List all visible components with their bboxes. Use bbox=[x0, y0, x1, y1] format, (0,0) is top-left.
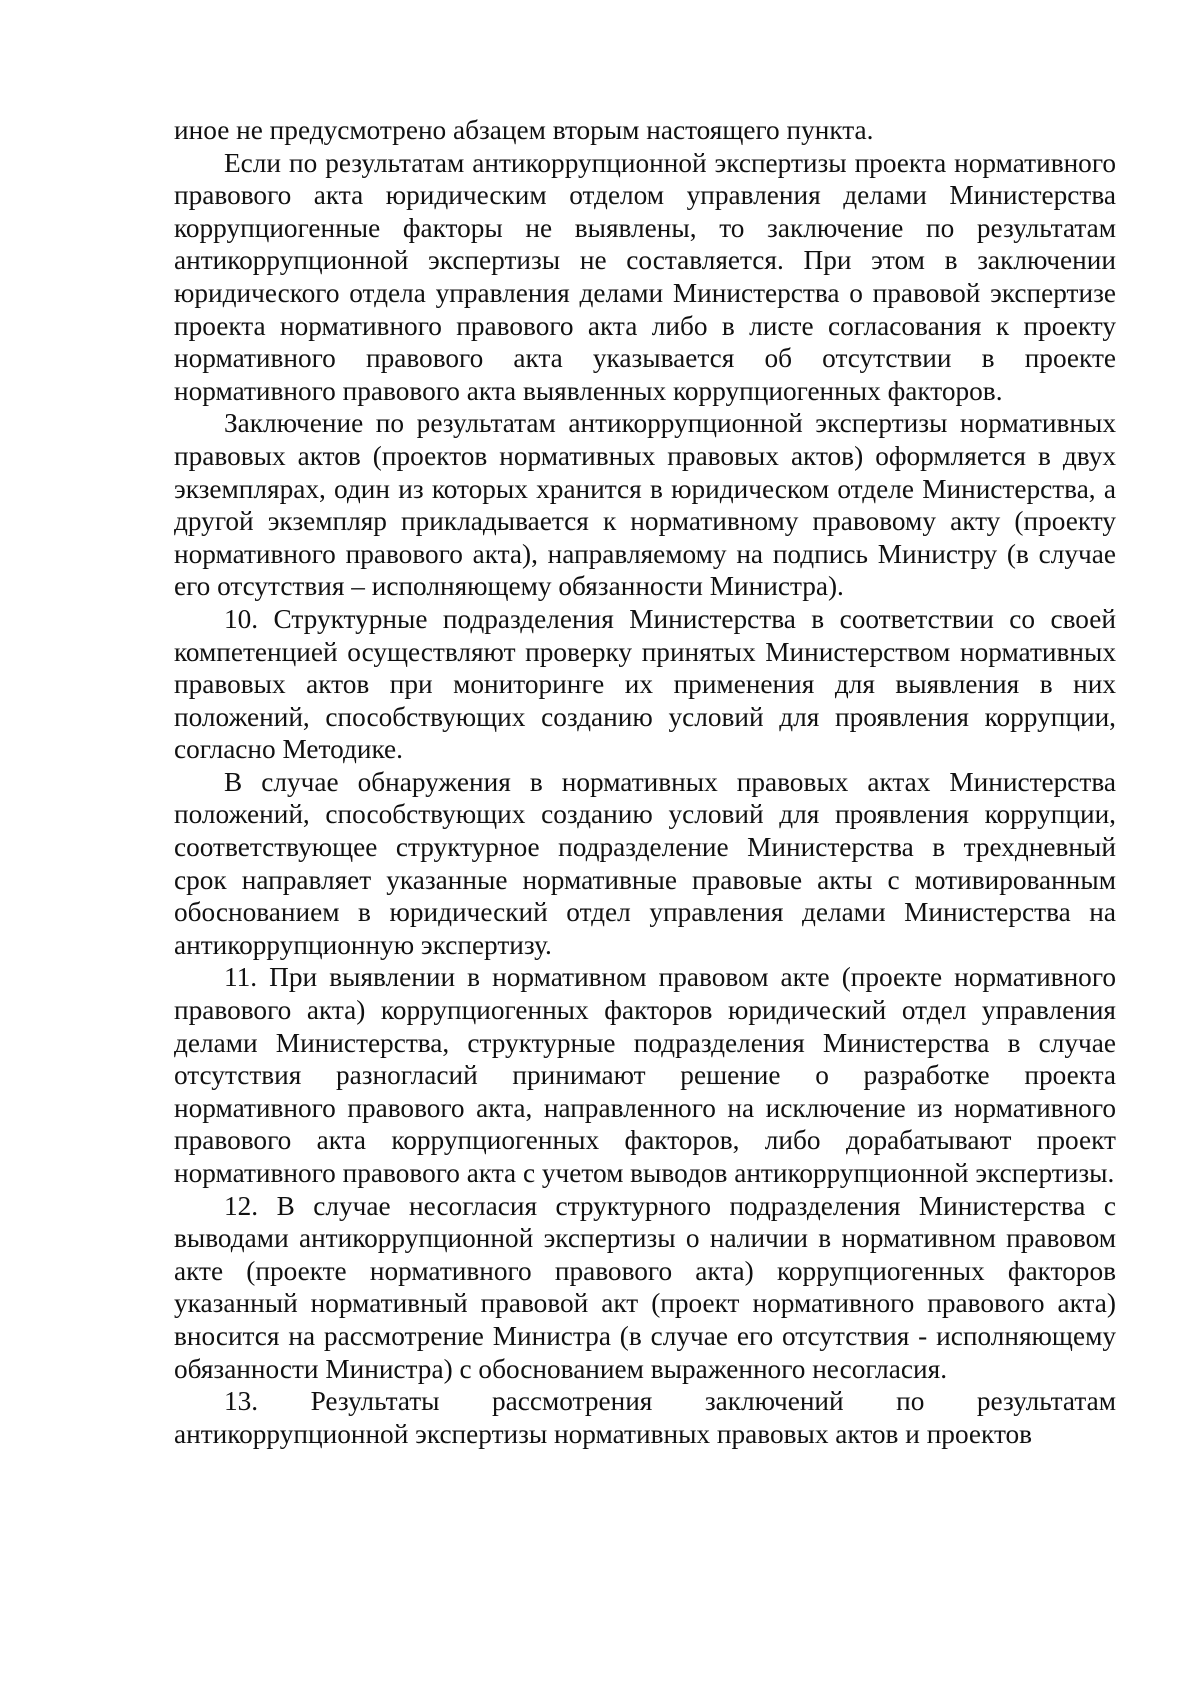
paragraph-item-12: 12. В случае несогласия структурного подразделения Министерства с выводами антикоррупционной экспертизы о наличии в нормативном правовом акте (проекте нормативного правового акта) коррупциогенных факторов указанный нормативный правовой акт (проект нормативного правового акта) вносится на рассмотрение Министра (в случае его отсутствия - исполняющему обязанности Министра) с обоснованием выраженного несогласия. bbox=[174, 1190, 1116, 1384]
paragraph-item-11: 11. При выявлении в нормативном правовом акте (проекте нормативного правового акта) коррупциогенных факторов юридический отдел управления делами Министерства, структурные подразделения Министерства в случае отсутствия разногласий принимают решение о разработке проекта нормативного правового акта, направленного на исключение из нормативного правового акта коррупциогенных факторов, либо дорабатывают проект нормативного правового акта с учетом выводов антикоррупционной экспертизы. bbox=[174, 962, 1116, 1188]
document-body bbox=[174, 114, 1116, 1450]
paragraph-item-10: 10. Структурные подразделения Министерства в соответствии со своей компетенцией осуществляют проверку принятых Министерством нормативных правовых актов при мониторинге их применения для выявления в них положений, способствующих созданию условий для проявления коррупции, согласно Методике. bbox=[174, 603, 1116, 765]
paragraph-detection-case: В случае обнаружения в нормативных правовых актах Министерства положений, способствующих созданию условий для проявления коррупции, соответствующее структурное подразделение Министерства в трехдневный срок направляет указанные нормативные правовые акты с мотивированным обоснованием в юридический отдел управления делами Министерства на антикоррупционную экспертизу. bbox=[174, 766, 1116, 960]
paragraph-item-13: 13. Результаты рассмотрения заключений по результатам антикоррупционной экспертизы нормативных правовых актов и проектов bbox=[174, 1386, 1116, 1449]
paragraph-conclusion-copies: Заключение по результатам антикоррупционной экспертизы нормативных правовых актов (проектов нормативных правовых актов) оформляется в двух экземплярах, один из которых хранится в юридическом отделе Министерства, а другой экземпляр прикладывается к нормативному правовому акту (проекту нормативного правового акта), направляемому на подпись Министру (в случае его отсутствия – исполняющему обязанности Министра). bbox=[174, 408, 1116, 602]
paragraph-continuation: иное не предусмотрено абзацем вторым настоящего пункта. bbox=[174, 115, 874, 145]
paragraph-no-corruption-factors: Если по результатам антикоррупционной экспертизы проекта нормативного правового акта юридическим отделом управления делами Министерства коррупциогенные факторы не выявлены, то заключение по результатам антикоррупционной экспертизы не составляется. При этом в заключении юридического отдела управления делами Министерства о правовой экспертизе проекта нормативного правового акта либо в листе согласования к проекту нормативного правового акта указывается об отсутствии в проекте нормативного правового акта выявленных коррупциогенных факторов. bbox=[174, 147, 1116, 406]
